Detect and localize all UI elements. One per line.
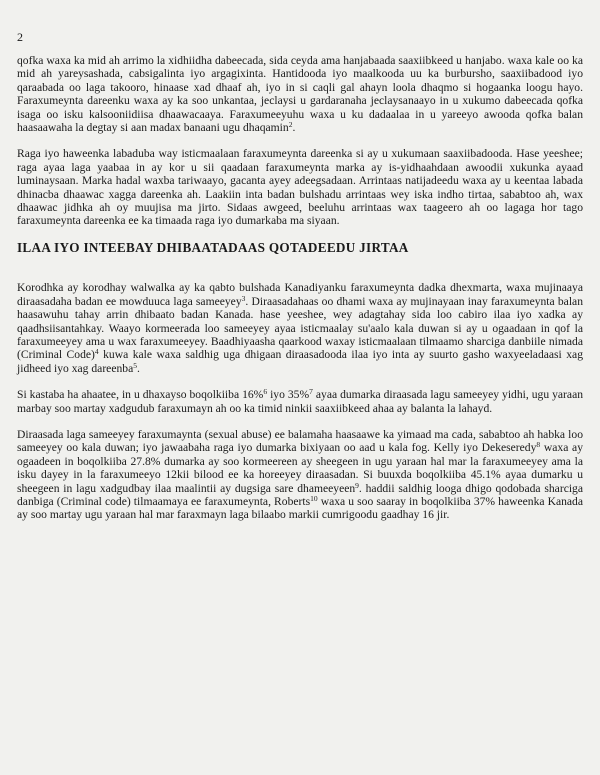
footnote-ref: 10 — [310, 493, 318, 503]
paragraph-4: Si kastaba ha ahaatee, in u dhaxayso boqolkiiba 16%$^6$ iyo 35%$^7$ ayaa dumarka diraasada lagu sameeyey yidhi, ugu yaraan marbay soo martay xadgudub faraxumayn ah oo ka timid ninkii saaxiibkeed ahaa ay balanta la lahayd. — [17, 387, 584, 415]
footnote-ref: 9 — [355, 480, 359, 490]
footnote-ref: 5 — [133, 360, 137, 370]
footnote-ref: 7 — [309, 387, 313, 397]
paragraph-3: Korodhka ay korodhay walwalka ay ka qabto bulshada Kanadiyanku faraxumeynta dadka dhexmarta, waxa mujinaaya diraasadaha badan ee mowduuca laga sameeyey$^3$. Diraasadahaas oo dhami waxa ay mujinayaan inay faraxumeynta balan haasawuhu tahay arrin dhibaato badan Kanada. hase yeeshee, wey adagtahay sida loo cabiro ilaa iyo xadka ay qaadhsiisantahkay. Waayo kormeerada loo sameeyey ayaa isticmaalay su'aalo kala duwan si ay u ogaadaan in qof la faraxumeeyey ama u wax faraxumeeyey. Baadhiyaasha qaarkood waxay isticmaalaan tilmaamo sharciga danbiile nimada (Criminal Code)$^4$ kuwa kale waxa saldhig uga dhigaan diraasadooda ilaa iyo inta ay suurto gasho waxyeeladaasi xag jidheed iyo xag dareenba$^5$. — [17, 281, 583, 375]
page-number: 2 — [17, 30, 23, 44]
footnote-ref: 8 — [536, 440, 541, 450]
footnote-ref: 6 — [263, 387, 268, 397]
footnote-ref: 3 — [241, 293, 246, 303]
footnote-ref: 4 — [94, 347, 99, 357]
paragraph-2: Raga iyo haweenka labaduba way isticmaalaan faraxumeynta dareenka si ay u xukumaan saaxiibadooda. Hase yeeshee; raga ayaa laga yaabaa in ay kor u sii qaadaan faraxumeynta marka ay is-yidhaahdaan awoodii xukunka ayaad luminaysaan. Marka hadal waxba tariwaayo, gacanta ayey adeegsadaan. Arrintaas natijadeedu waxa ay u keentaa labada dhinacba dhaawac xagga dareenka ah. Laakiin inta badan bulshadu arrintaas wey iska indho tirtaa, sababtoo ah, wax dhaawac jidhka ah oy muujisa ma jirto. Sidaas awgeed, beeluhu arrintaas wax taageero ah oo lagaga hor tago faraxumeynta dareenka ee ka timaada raga iyo dumarkaba ma siyaan. — [17, 147, 583, 228]
footnote-ref: 2 — [288, 120, 293, 130]
paragraph-5: Diraasada laga sameeyey faraxumaynta (sexual abuse) ee balamaha haasaawe ka yimaad ma cada, sababtoo ah habka loo sameeyey oo kala duwan; iyo jawaabaha raga iyo dumarka bixiyaan oo aad u kala fog. Kelly iyo Dekeseredy$^8$ waxa ay ogaadeen in boqolkiiba 27.8% dumarka ay soo kormeereen ay sheegeen in ugu yaraan hal mar la faraxumeeyey ama la isku dayey in la faraxumeeyo 12kii bilood ee ka horeeyey diraasadan. Si buuxda boqolkiiba 45.1% ayaa dumarku u sheegeen in lagu xadgudbay ilaa maalintii ay dugsiga sare dhameeyeen$^9$. haddii saldhig looga dhigo qodobada sharciga danbiga (Criminal code) tilmaamaya ee faraxumeynta, Roberts$^{10}$ waxa u soo saaray in boqolkiiba 37% haweenka Kanada ay soo martay ugu yaraan hal mar faraxmayn laga bilaabo markii cumrigoodu gaadhay 16 jir. — [17, 427, 584, 522]
paragraph-1: qofka waxa ka mid ah arrimo la xidhiidha dabeecada, sida ceyda ama hanjabaada saaxiibkeed u hanjabo. waxa kale oo ka mid ah yareysashada, cabsigalinta iyo argagixinta. Hantidooda iyo maalkooda uu ka burbursho, saaxiibadood iyo qaraabada oo laga takooro, hinaase xad dhaaf ah, iyo in si caqli gal ahayn loola dhaqmo si hogaanka loogu hayo. Faraxumeynta dareenku waxa ay ka soo unkantaa, jeclaysi u gardaranaha jeclaysanaayo in u xukumo dabeecada qofka isaga oo isku kalsooniidiisa dhaawacaaya. Faraxumeeyuhu waxa u ku dadaalaa in u yareeyo awooda qofka balan haasaawaha la degtay si aan madax banaani ugu dhaqamin$^2$. — [17, 54, 583, 135]
body-text — [17, 54, 583, 535]
section-heading: ILAA IYO INTEEBAY DHIBAATADAAS QOTADEEDU JIRTAA — [17, 239, 409, 255]
